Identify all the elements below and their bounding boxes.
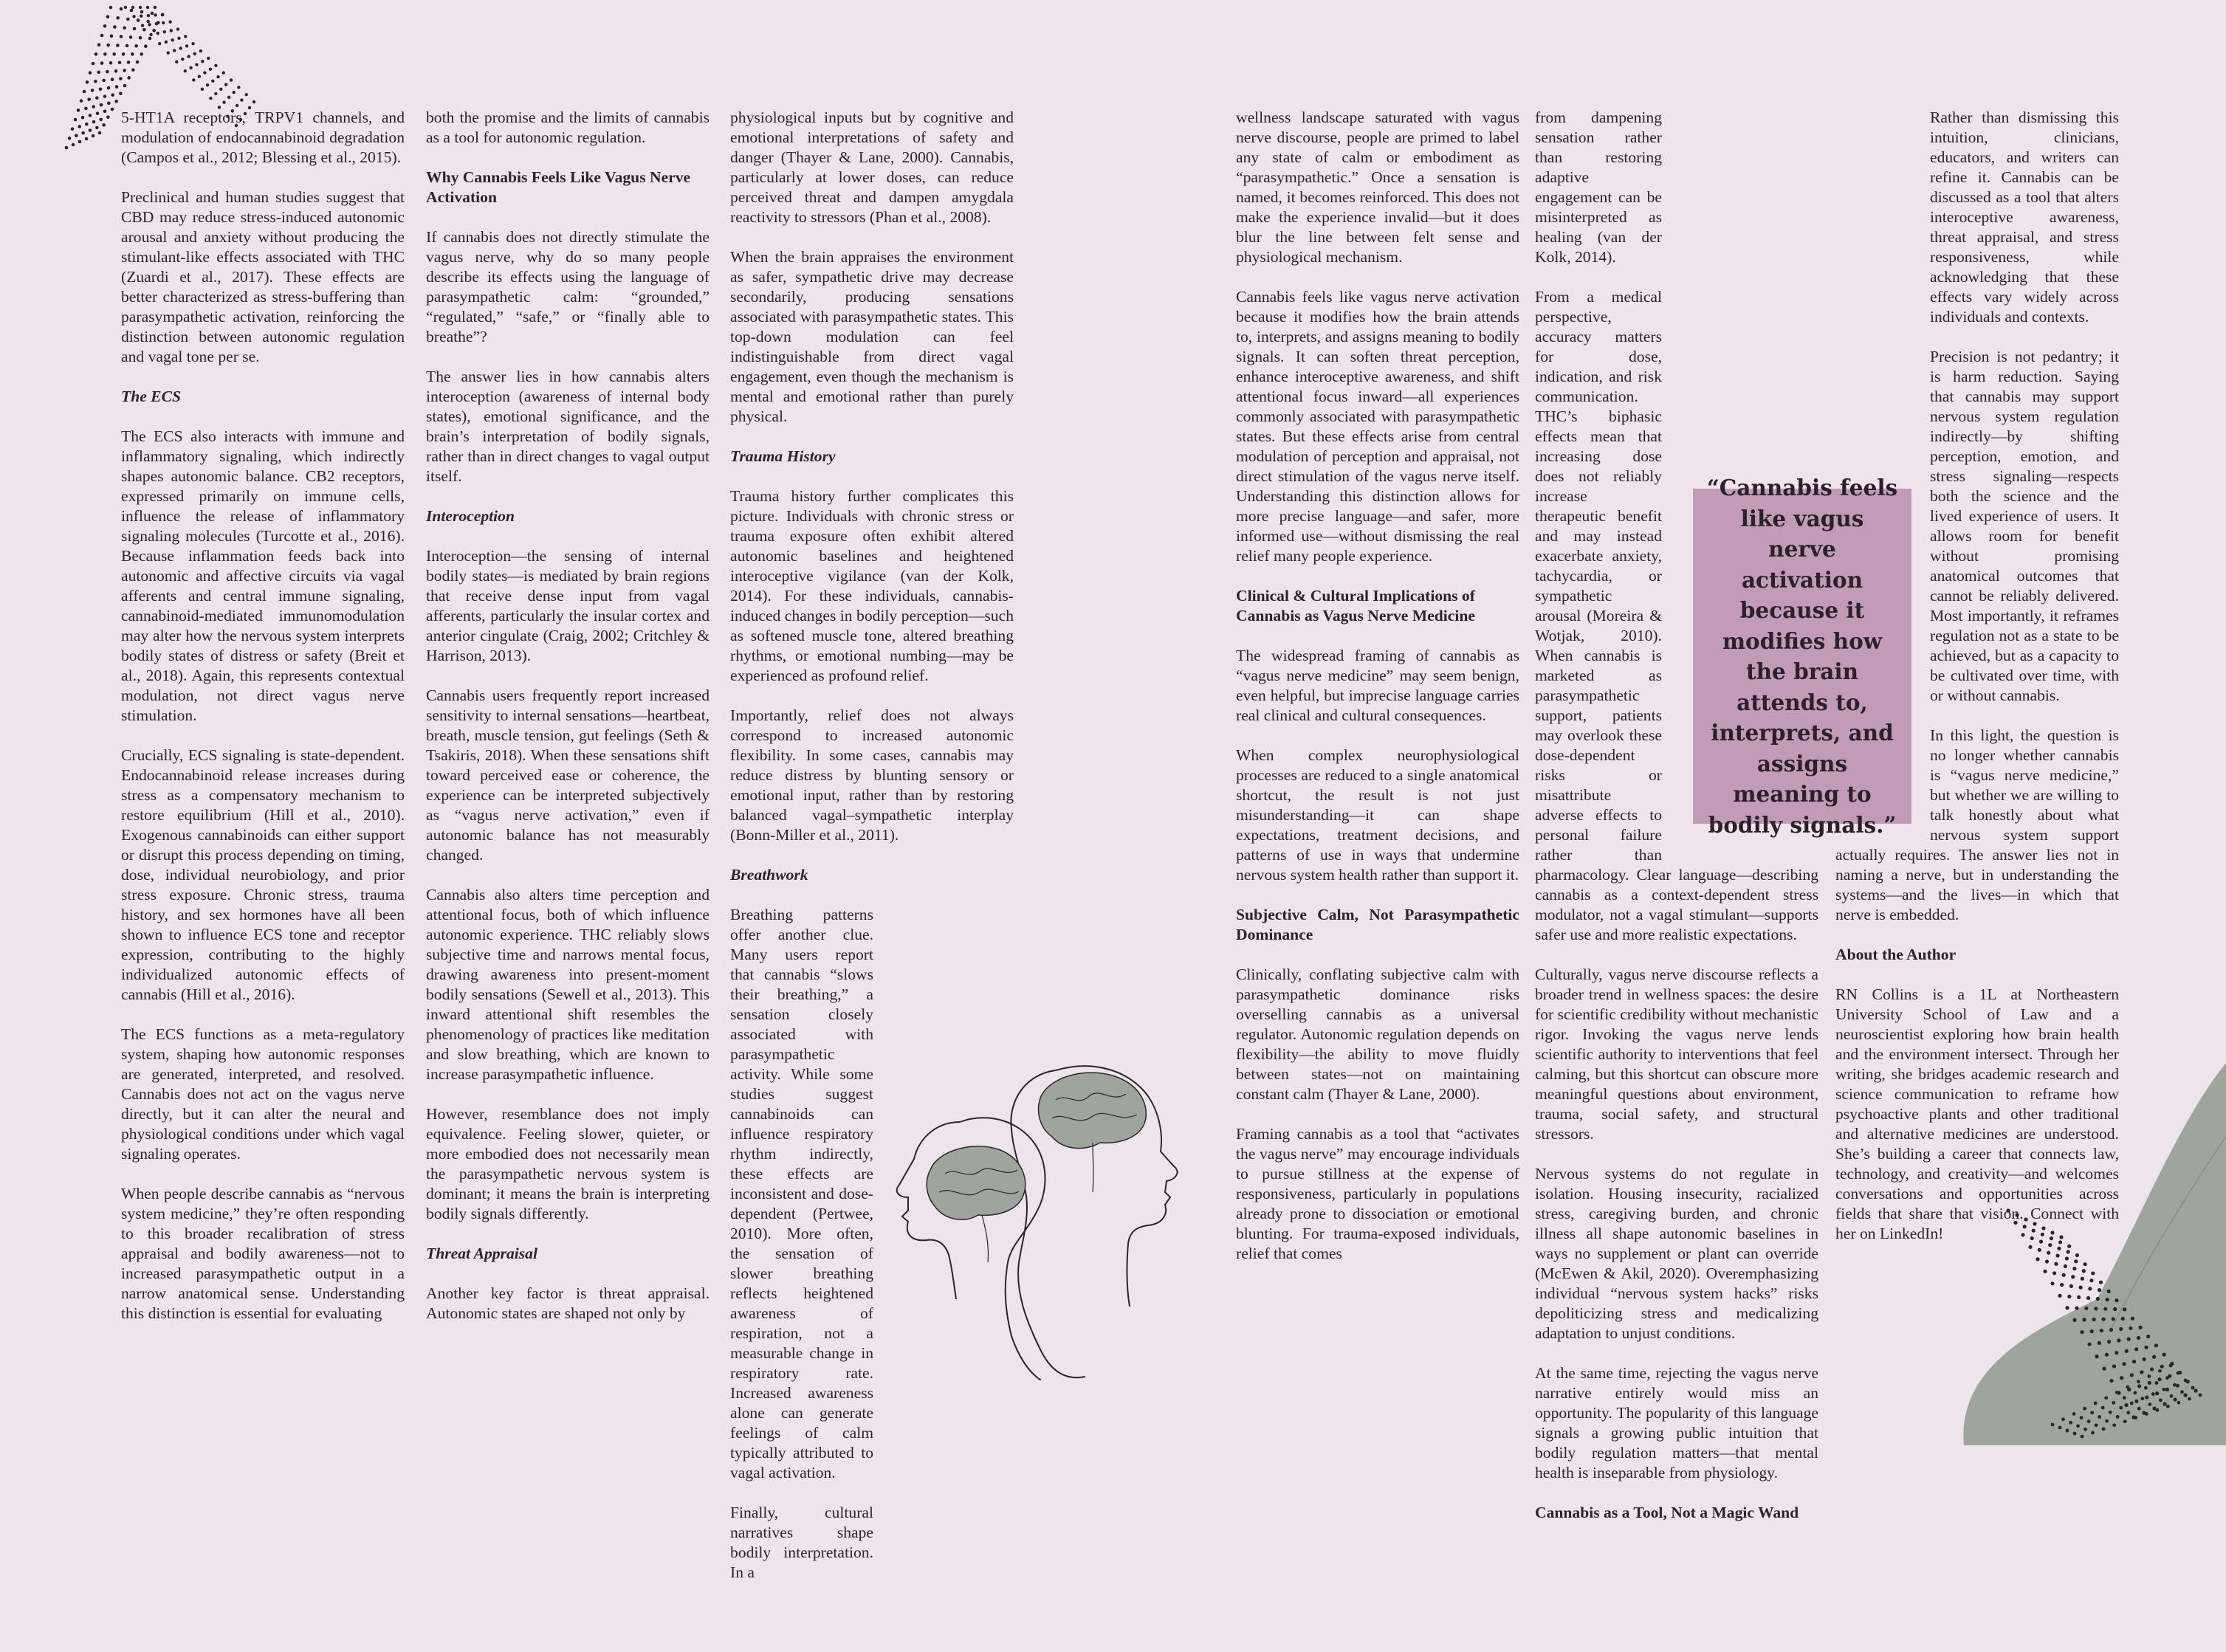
- paragraph: When people describe cannabis as “nervous system medicine,” they’re often responding to this broader recalibration of stress appraisal and bodily awareness—not to increased parasympathetic output in a narrow anatomical sense. Understanding this distinction is essential for evaluating: [121, 1185, 405, 1322]
- paragraph: Cannabis also alters time perception and attentional focus, both of which influence autonomic experience. THC reliably slows subjective time and narrows mental focus, drawing awareness into present-moment bodily sensations (Sewell et al., 2013). This inward attentional shift resembles the phenomenology of practices like meditation and slow breathing, which are known to increase parasympathetic influence.: [426, 886, 710, 1083]
- author-bio: RN Collins is a 1L at Northeastern University School of Law and a neuroscientist exploring how brain health and the environment intersect. Through her writing, she bridges academic research and science communication to reframe how psychoactive plants and other traditional and alternative medicines are understood. She’s building a career that connects law, technology, and creativity—and welcomes conversations and opportunities across fields that share that vision. Connect with her on LinkedIn!: [1835, 985, 2119, 1242]
- paragraph: Rather than dismissing this intuition, clinicians, educators, and writers can refine it. Cannabis can be discussed as a tool that alters interoceptive awareness, threat appraisal, and stress responsiveness, while acknowledging that these effects vary widely across individuals and contexts.: [1930, 109, 2119, 326]
- article-column-2: [426, 108, 710, 1343]
- section-heading-why-cannabis: Why Cannabis Feels Like Vagus Nerve Activation: [426, 168, 691, 206]
- article-column-1: [121, 108, 405, 1343]
- pull-quote-text: “Cannabis feels like vagus nerve activation because it modifies how the brain attends to, interprets, and assigns meaning to bodily signals.”: [1706, 475, 1898, 838]
- paragraph: Interoception—the sensing of internal bodily states—is mediated by brain regions that receive dense input from vagal afferents, particularly the insular cortex and anterior cingulate (Craig, 2002; Critchley & Harrison, 2013).: [426, 547, 710, 664]
- paragraph: Breathing patterns offer another clue. Many users report that cannabis “slows their breathing,” a sensation closely associated with parasympathetic activity. While some studies suggest cannabinoids can influence respiratory rhythm indirectly, these effects are inconsistent and dose-dependent (Pertwee, 2010). More often, the sensation of slower breathing reflects heightened awareness of respiration, not a measurable change in respiratory rate. Increased awareness alone can generate feelings of calm typically attributed to vagal activation.: [730, 906, 873, 1481]
- paragraph: In this light, the question is no longer whether cannabis is “vagus nerve medicine,” but whether we are willing to talk honestly about what nervous system support actually requires. The answer lies not in naming a nerve, but in understanding the systems—and the lives—in which that nerve is embedded.: [1835, 726, 2119, 923]
- paragraph: Cannabis users frequently report increased sensitivity to internal sensations—heartbeat, breath, muscle tension, gut feelings (Seth & Tsakiris, 2018). When these sensations shift toward perceived ease or coherence, the experience can be interpreted subjectively as “vagus nerve activation,” even if autonomic balance has not measurably changed.: [426, 686, 710, 864]
- section-heading-clinical-cultural: Clinical & Cultural Implications of Cannabis as Vagus Nerve Medicine: [1236, 587, 1475, 624]
- paragraph: Precision is not pedantry; it is harm reduction. Saying that cannabis may support nervous system regulation indirectly—by shifting perception, emotion, and stress signaling—respects both the science and the lived experience of users. It allows room for benefit without promising anatomical outcomes that cannot be reliably delivered. Most importantly, it reframes regulation not as a state to be achieved, but as a capacity to be cultivated over time, with or without cannabis.: [1930, 348, 2119, 704]
- paragraph: physiological inputs but by cognitive and emotional interpretations of safety and danger (Thayer & Lane, 2000). Cannabis, particularly at lower doses, can reduce perceived threat and dampen amygdala reactivity to stressors (Phan et al., 2008).: [730, 109, 1014, 226]
- section-heading-ecs: The ECS: [121, 388, 181, 405]
- paragraph: Importantly, relief does not always correspond to increased autonomic flexibility. In some cases, cannabis may reduce distress by blunting sensory or emotional input, rather than by restoring balanced vagal–sympathetic interplay (Bonn-Miller et al., 2011).: [730, 706, 1014, 844]
- paragraph: from dampening sensation rather than restoring adaptive engagement can be misinterpreted as healing (van der Kolk, 2014).: [1535, 109, 1662, 266]
- pull-quote: [1693, 475, 1911, 838]
- section-heading-interoception: Interoception: [426, 507, 515, 525]
- paragraph: Cannabis feels like vagus nerve activation because it modifies how the brain attends to, interprets, and assigns meaning to bodily signals. It can soften threat perception, enhance interoceptive awareness, and shift attentional focus inward—all experiences commonly associated with parasympathetic states. But these effects arise from central modulation of perception and appraisal, not direct stimulation of the vagus nerve itself. Understanding this distinction allows for more precise language—and safer, more informed use—without dismissing the real relief many people experience.: [1236, 288, 1519, 565]
- paragraph: Nervous systems do not regulate in isolation. Housing insecurity, racialized stress, caregiving burden, and chronic illness all shape autonomic baselines in ways no supplement or plant can override (McEwen & Akil, 2020). Overemphasizing individual “nervous system hacks” risks depoliticizing stress and medicalizing adaptation to unjust conditions.: [1535, 1165, 1818, 1342]
- paragraph: From a medical perspective, accuracy matters for dose, indication, and risk communication. THC’s biphasic effects mean that increasing dose does not reliably increase therapeutic benefit and may instead exacerbate anxiety, tachycardia, or sympathetic arousal (Moreira & Wotjak, 2010). When cannabis is marketed as parasympathetic support, patients may overlook these dose-dependent risks or misattribute adverse effects to personal failure rather than pharmacology. Clear language—describing cannabis as a context-dependent stress modulator, not a vagal stimulant—supports safer use and more realistic expectations.: [1535, 288, 1818, 943]
- paragraph: The ECS functions as a meta-regulatory system, shaping how autonomic responses are generated, interpreted, and resolved. Cannabis does not act on the vagus nerve directly, but it can alter the neural and physiological conditions under which vagal signaling operates.: [121, 1025, 405, 1163]
- paragraph: Clinically, conflating subjective calm with parasympathetic dominance risks overselling cannabis as a universal regulator. Autonomic regulation depends on flexibility—the ability to move fluidly between states—not on maintaining constant calm (Thayer & Lane, 2000).: [1236, 966, 1519, 1103]
- paragraph: Trauma history further complicates this picture. Individuals with chronic stress or trauma exposure often exhibit altered autonomic baselines and heightened interoceptive vigilance (van der Kolk, 2014). For these individuals, cannabis-induced changes in bodily perception—such as softened muscle tone, altered breathing rhythms, or emotional numbing—may be experienced as profound relief.: [730, 487, 1014, 684]
- paragraph: both the promise and the limits of cannabis as a tool for autonomic regulation.: [426, 109, 710, 146]
- article-column-4: [1236, 108, 1519, 1284]
- section-heading-trauma-history: Trauma History: [730, 447, 836, 465]
- article-column-3: [730, 108, 1014, 1652]
- paragraph: Framing cannabis as a tool that “activates the vagus nerve” may encourage individuals to pursue stillness at the expense of responsiveness, particularly in populations already prone to dissociation or emotional blunting. For trauma-exposed individuals, relief that comes: [1236, 1125, 1519, 1262]
- paragraph: However, resemblance does not imply equivalence. Feeling slower, quieter, or more embodied does not necessarily mean the parasympathetic nervous system is dominant; it means the brain is interpreting bodily signals differently.: [426, 1105, 710, 1222]
- paragraph: When the brain appraises the environment as safer, sympathetic drive may decrease secondarily, producing sensations associated with parasympathetic states. This top-down modulation can feel indistinguishable from direct vagal engagement, even though the mechanism is mental and emotional rather than purely physical.: [730, 248, 1014, 425]
- section-heading-tool-not-wand: Cannabis as a Tool, Not a Magic Wand: [1535, 1504, 1799, 1521]
- paragraph: Crucially, ECS signaling is state-dependent. Endocannabinoid release increases during stress as a compensatory mechanism to restore equilibrium (Hill et al., 2010). Exogenous cannabinoids can either support or disrupt this process depending on timing, dose, individual neurobiology, and prior stress exposure. Chronic stress, trauma history, and sex hormones have all been shown to influence ECS tone and receptor expression, contributing to the highly individualized autonomic effects of cannabis (Hill et al., 2016).: [121, 746, 405, 1003]
- section-heading-breathwork: Breathwork: [730, 866, 808, 884]
- paragraph: The ECS also interacts with immune and inflammatory signaling, which indirectly shapes autonomic balance. CB2 receptors, expressed primarily on immune cells, influence the release of inflammatory signaling molecules (Turcotte et al., 2016). Because inflammation feeds back into autonomic and affective circuits via vagal afferents and central immune signaling, cannabinoid-mediated immunomodulation may alter how the nervous system interprets bodily states of distress or safety (Breit et al., 2018). Again, this represents contextual modulation, not direct vagus nerve stimulation.: [121, 427, 405, 724]
- about-author-heading: About the Author: [1835, 946, 1957, 963]
- paragraph: wellness landscape saturated with vagus nerve discourse, people are primed to label any state of calm or embodiment as “parasympathetic.” Once a sensation is named, it becomes reinforced. This does not make the experience invalid—but it does blur the line between felt sense and physiological mechanism.: [1236, 109, 1519, 266]
- paragraph: The answer lies in how cannabis alters interoception (awareness of internal body states), emotional significance, and the brain’s interpretation of bodily signals, rather than in direct changes to vagal output itself.: [426, 368, 710, 485]
- paragraph: Finally, cultural narratives shape bodily interpretation. In a: [730, 1504, 873, 1581]
- paragraph: Another key factor is threat appraisal. Autonomic states are shaped not only by: [426, 1284, 710, 1322]
- paragraph: If cannabis does not directly stimulate the vagus nerve, why do so many people describe its effects using the language of parasympathetic calm: “grounded,” “regulated,” “safe,” or “finally able to breathe”?: [426, 228, 710, 345]
- paragraph: At the same time, rejecting the vagus nerve narrative entirely would miss an opportunity. The popularity of this language signals a growing public intuition that bodily regulation matters—that mental health is inseparable from physiology.: [1535, 1364, 1818, 1481]
- paragraph: Preclinical and human studies suggest that CBD may reduce stress-induced autonomic arousal and anxiety without producing the stimulant-like effects associated with THC (Zuardi et al., 2017). These effects are better characterized as stress-buffering than parasympathetic activation, reinforcing the distinction between autonomic regulation and vagal tone per se.: [121, 188, 405, 365]
- section-heading-threat-appraisal: Threat Appraisal: [426, 1245, 537, 1262]
- section-heading-subjective-calm: Subjective Calm, Not Parasympathetic Dominance: [1236, 906, 1519, 943]
- paragraph: When complex neurophysiological processes are reduced to a single anatomical shortcut, the result is not just misunderstanding—it can shape expectations, treatment decisions, and patterns of use in ways that undermine nervous system health rather than support it.: [1236, 746, 1519, 884]
- paragraph: 5-HT1A receptors, TRPV1 channels, and modulation of endocannabinoid degradation (Campos et al., 2012; Blessing et al., 2015).: [121, 109, 405, 166]
- paragraph: The widespread framing of cannabis as “vagus nerve medicine” may seem benign, even helpful, but imprecise language carries real clinical and cultural consequences.: [1236, 647, 1519, 724]
- paragraph: Culturally, vagus nerve discourse reflects a broader trend in wellness spaces: the desire for scientific credibility without mechanistic rigor. Invoking the vagus nerve lends scientific authority to interventions that feel calming, but this shortcut can obscure more meaningful questions about environment, trauma, social safety, and structural stressors.: [1535, 966, 1818, 1143]
